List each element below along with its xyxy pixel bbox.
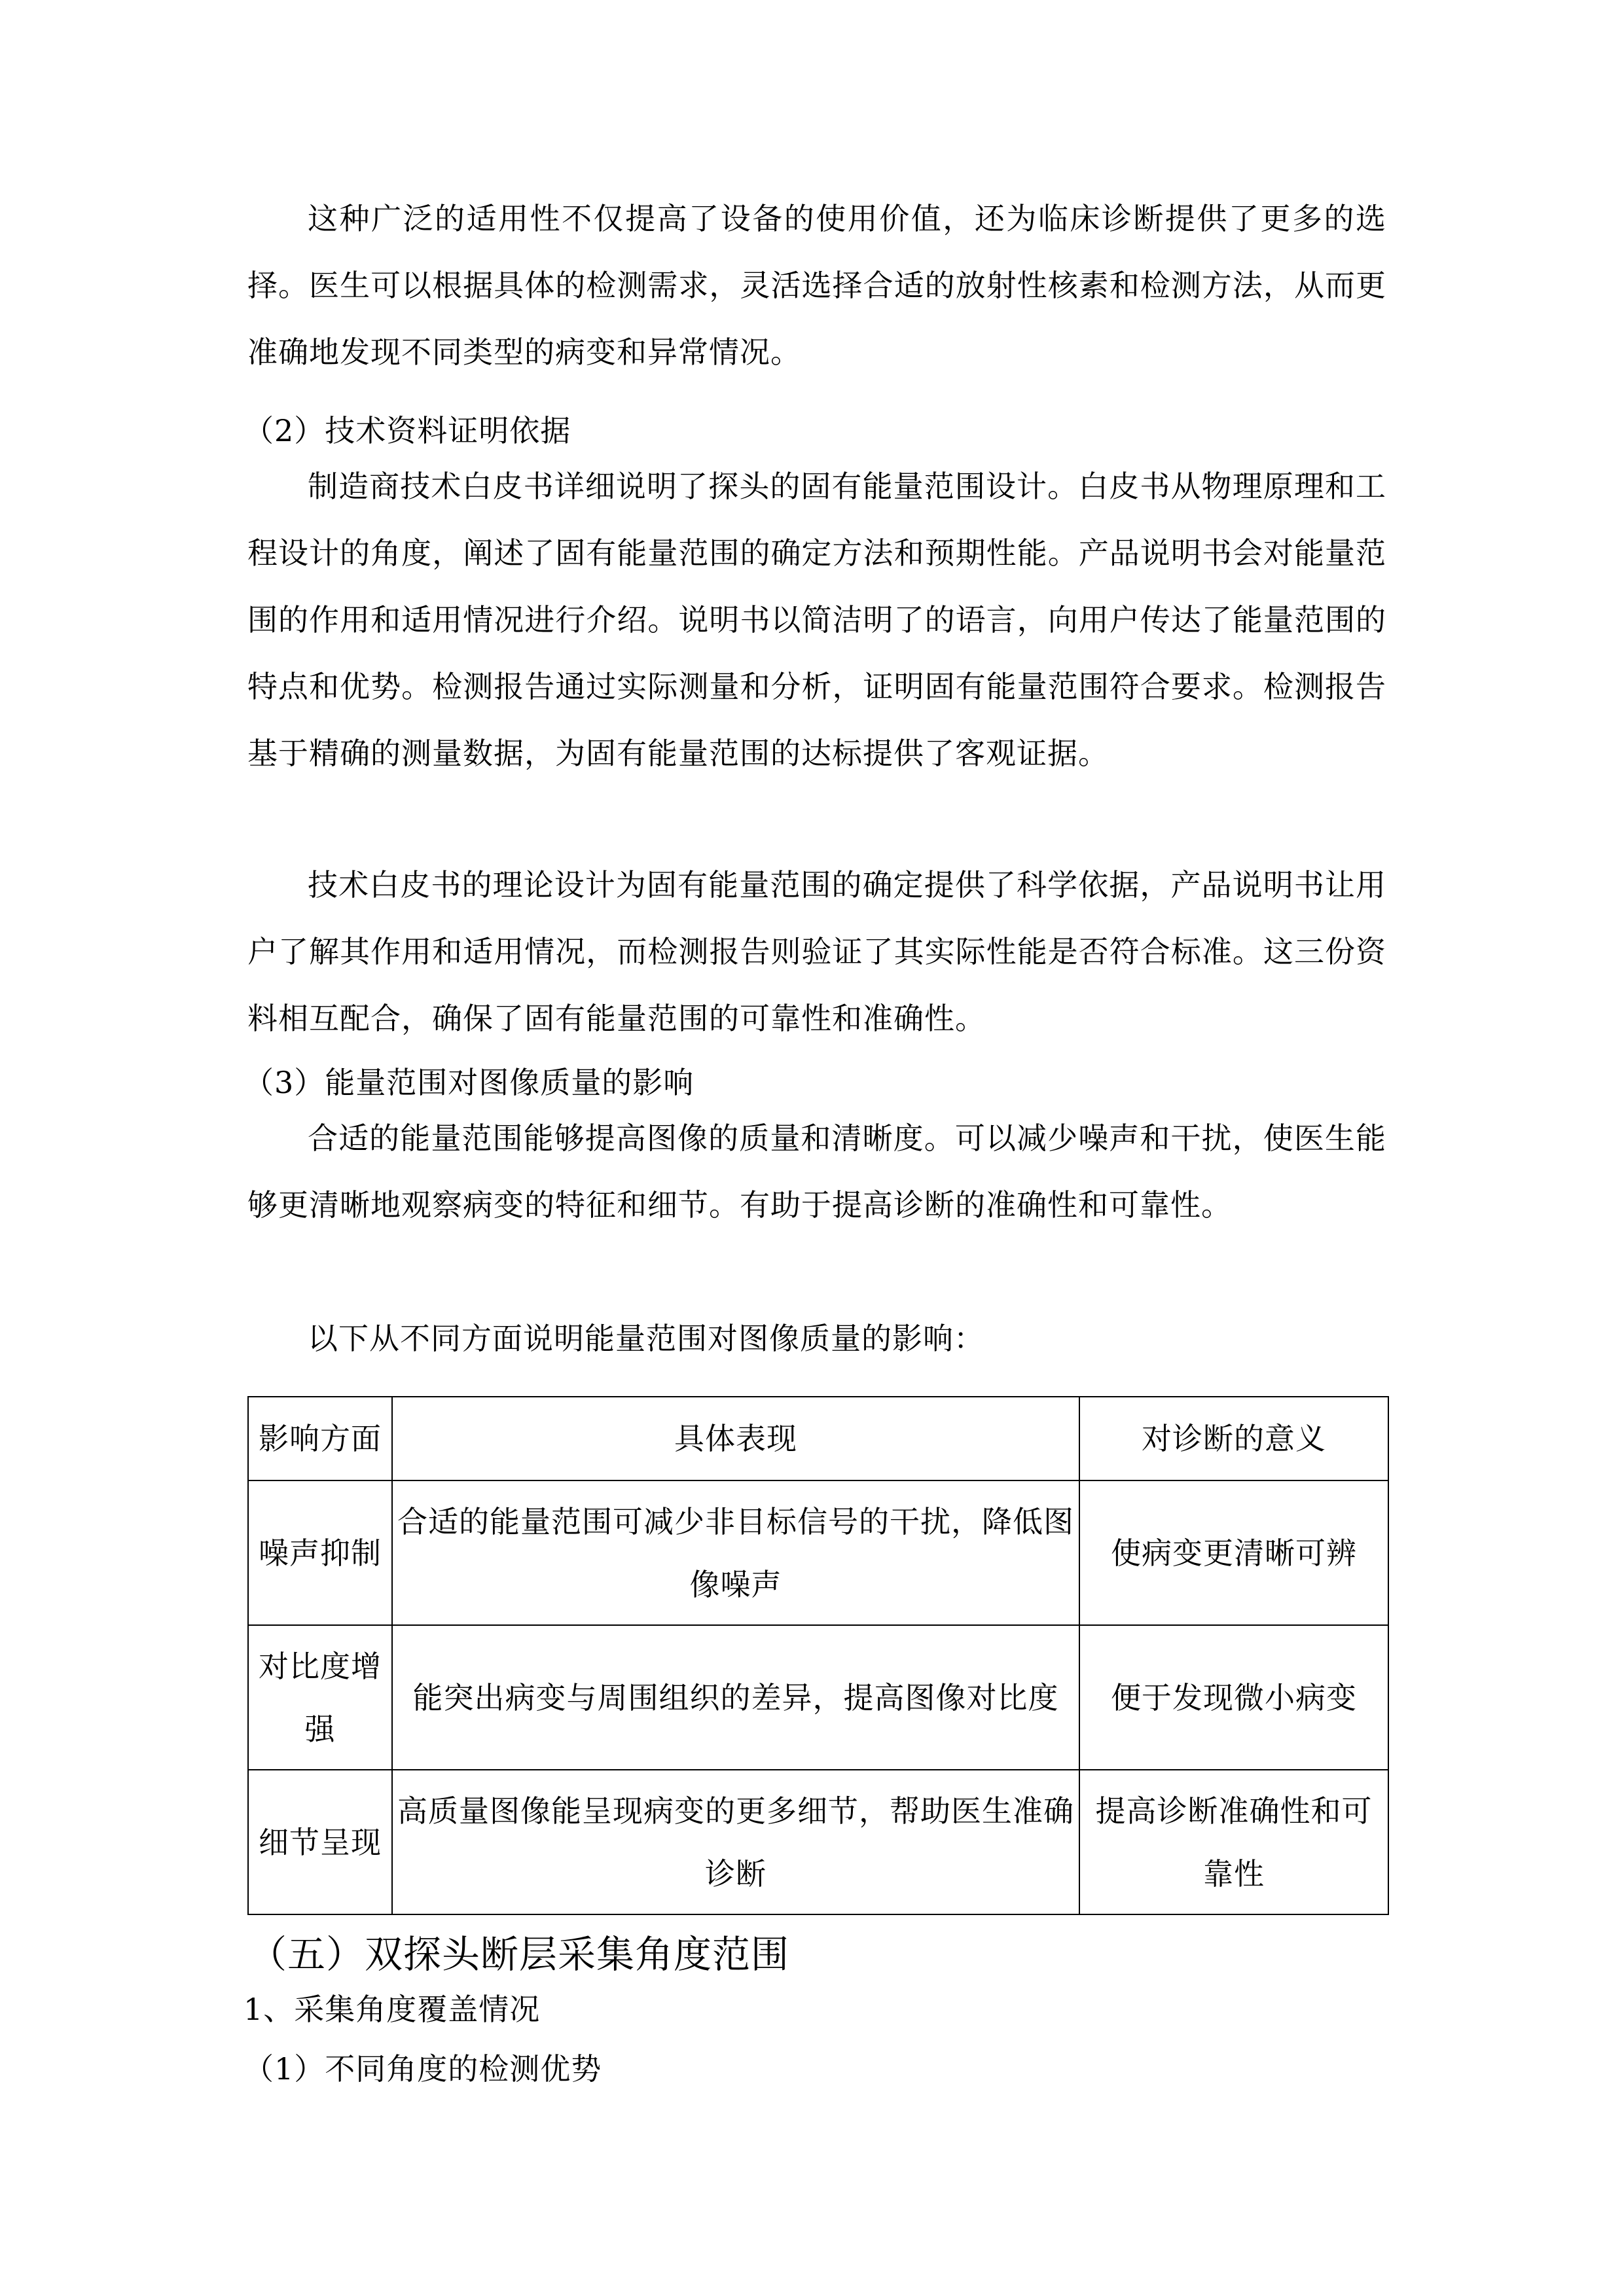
table-row — [248, 1480, 1388, 1625]
table-header-manifestation: 具体表现 — [392, 1397, 1079, 1480]
table-cell-significance: 便于发现微小病变 — [1079, 1625, 1388, 1770]
paragraph-table-intro: 以下从不同方面说明能量范围对图像质量的影响： — [308, 1321, 984, 1356]
paragraph-documents-cooperation: 技术白皮书的理论设计为固有能量范围的确定提供了科学依据，产品说明书让用户了解其作用和适用情况，而检测报告则验证了其实际性能是否符合标准。这三份资料相互配合，确保了固有能量范围的可靠性和准确性。 — [247, 867, 1386, 1036]
table-row — [248, 1770, 1388, 1914]
subsubsection-title: （1）不同角度的检测优势 — [244, 2051, 602, 2087]
table-cell-manifestation: 高质量图像能呈现病变的更多细节，帮助医生准确诊断 — [392, 1770, 1079, 1914]
table-cell-aspect: 细节呈现 — [248, 1770, 392, 1914]
table-header-row — [248, 1397, 1388, 1480]
table-cell-significance: 提高诊断准确性和可靠性 — [1079, 1770, 1388, 1914]
table-cell-manifestation: 能突出病变与周围组织的差异，提高图像对比度 — [392, 1625, 1079, 1770]
subsection-title: 1、采集角度覆盖情况 — [244, 1992, 541, 2027]
table-header-aspect: 影响方面 — [248, 1397, 392, 1480]
table-cell-aspect: 噪声抑制 — [248, 1480, 392, 1625]
table-header-significance: 对诊断的意义 — [1079, 1397, 1388, 1480]
section-title: （五）双探头断层采集角度范围 — [249, 1932, 790, 1977]
table-row — [248, 1625, 1388, 1770]
heading-technical-evidence: （2）技术资料证明依据 — [244, 413, 571, 448]
table-cell-significance: 使病变更清晰可辨 — [1079, 1480, 1388, 1625]
table-cell-manifestation: 合适的能量范围可减少非目标信号的干扰，降低图像噪声 — [392, 1480, 1079, 1625]
heading-energy-range-impact: （3）能量范围对图像质量的影响 — [244, 1065, 695, 1100]
paragraph-image-quality: 合适的能量范围能够提高图像的质量和清晰度。可以减少噪声和干扰，使医生能够更清晰地观察病变的特征和细节。有助于提高诊断的准确性和可靠性。 — [247, 1121, 1386, 1223]
table-cell-aspect: 对比度增强 — [248, 1625, 392, 1770]
paragraph-whitepaper: 制造商技术白皮书详细说明了探头的固有能量范围设计。白皮书从物理原理和工程设计的角度，阐述了固有能量范围的确定方法和预期性能。产品说明书会对能量范围的作用和适用情况进行介绍。说明书以简洁明了的语言，向用户传达了能量范围的特点和优势。检测报告通过实际测量和分析，证明固有能量范围符合要求。检测报告基于精确的测量数据，为固有能量范围的达标提供了客观证据。 — [247, 469, 1386, 771]
paragraph-applicability: 这种广泛的适用性不仅提高了设备的使用价值，还为临床诊断提供了更多的选择。医生可以根据具体的检测需求，灵活选择合适的放射性核素和检测方法，从而更准确地发现不同类型的病变和异常情况。 — [247, 201, 1386, 370]
impact-table — [247, 1396, 1389, 1915]
